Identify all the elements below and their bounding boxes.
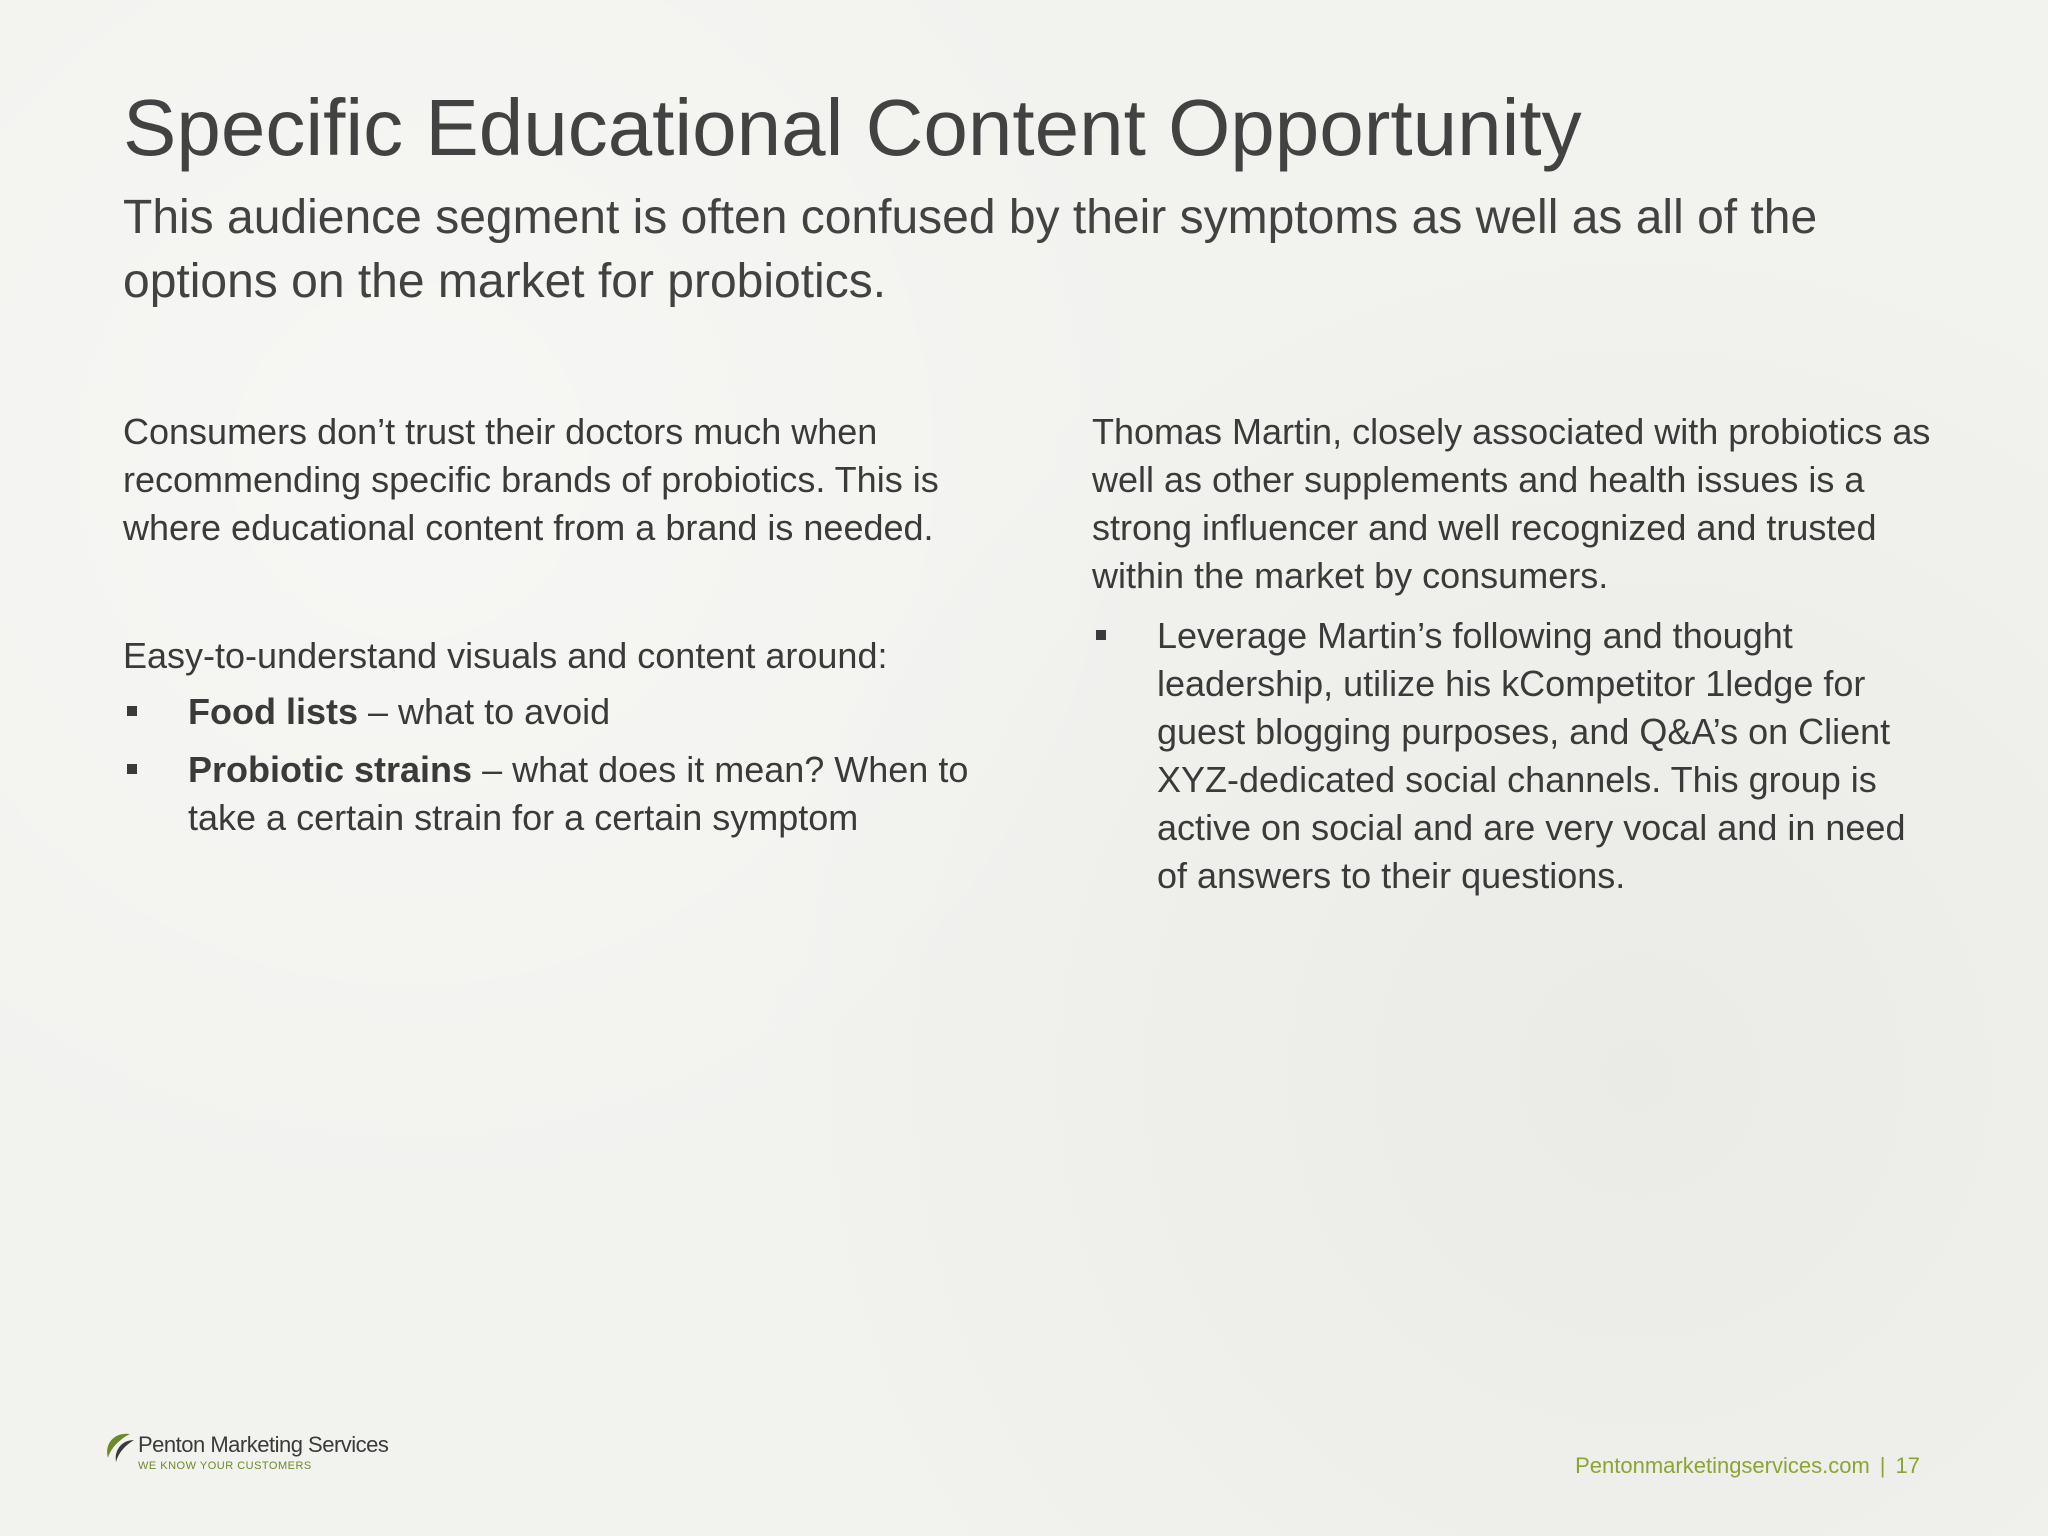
list-item xyxy=(123,746,983,842)
footer-separator: | xyxy=(1879,1453,1886,1478)
page-number: 17 xyxy=(1895,1453,1920,1478)
company-logo xyxy=(100,1428,400,1488)
left-column xyxy=(123,408,983,852)
footer xyxy=(1575,1453,1920,1479)
slide-subtitle: This audience segment is often confused by their symptoms as well as all of the options on the market for probiotics. xyxy=(123,191,1818,308)
right-paragraph-1: Thomas Martin, closely associated with probiotics as well as other supplements and health issues is a strong influencer and well recognized and trusted within the market by consumers. xyxy=(1092,411,1931,596)
square-bullet-icon xyxy=(127,706,137,716)
list-item xyxy=(123,688,983,736)
footer-url: Pentonmarketingservices.com xyxy=(1575,1453,1870,1478)
list-item xyxy=(1092,612,1932,900)
penton-swoosh-icon xyxy=(100,1428,140,1468)
bullet-text: – what does it mean? When to take a certain strain for a certain symptom xyxy=(188,749,969,838)
bullet-bold-label: Probiotic strains xyxy=(188,749,473,790)
bullet-bold-label: Food lists xyxy=(188,691,358,732)
left-bullet-list xyxy=(123,688,983,842)
square-bullet-icon xyxy=(1096,630,1106,640)
left-paragraph-2: Easy-to-understand visuals and content around: xyxy=(123,635,888,676)
slide-title: Specific Educational Content Opportunity xyxy=(123,83,1582,172)
bullet-text: Leverage Martin’s following and thought leadership, utilize his kCompetitor 1ledge for guest blogging purposes, and Q&A’s on Client XYZ-dedicated social channels. This group is active on social and are very vocal and in need of answers to their questions. xyxy=(1157,615,1906,896)
right-column xyxy=(1092,408,1932,910)
bullet-text: – what to avoid xyxy=(358,691,611,732)
square-bullet-icon xyxy=(127,764,137,774)
logo-name: Penton Marketing Services xyxy=(138,1432,389,1457)
right-bullet-list xyxy=(1092,612,1932,900)
left-paragraph-1: Consumers don’t trust their doctors much when recommending specific brands of probiotics. This is where educational content from a brand is needed. xyxy=(123,411,939,548)
logo-tagline: WE KNOW YOUR CUSTOMERS xyxy=(138,1460,312,1472)
